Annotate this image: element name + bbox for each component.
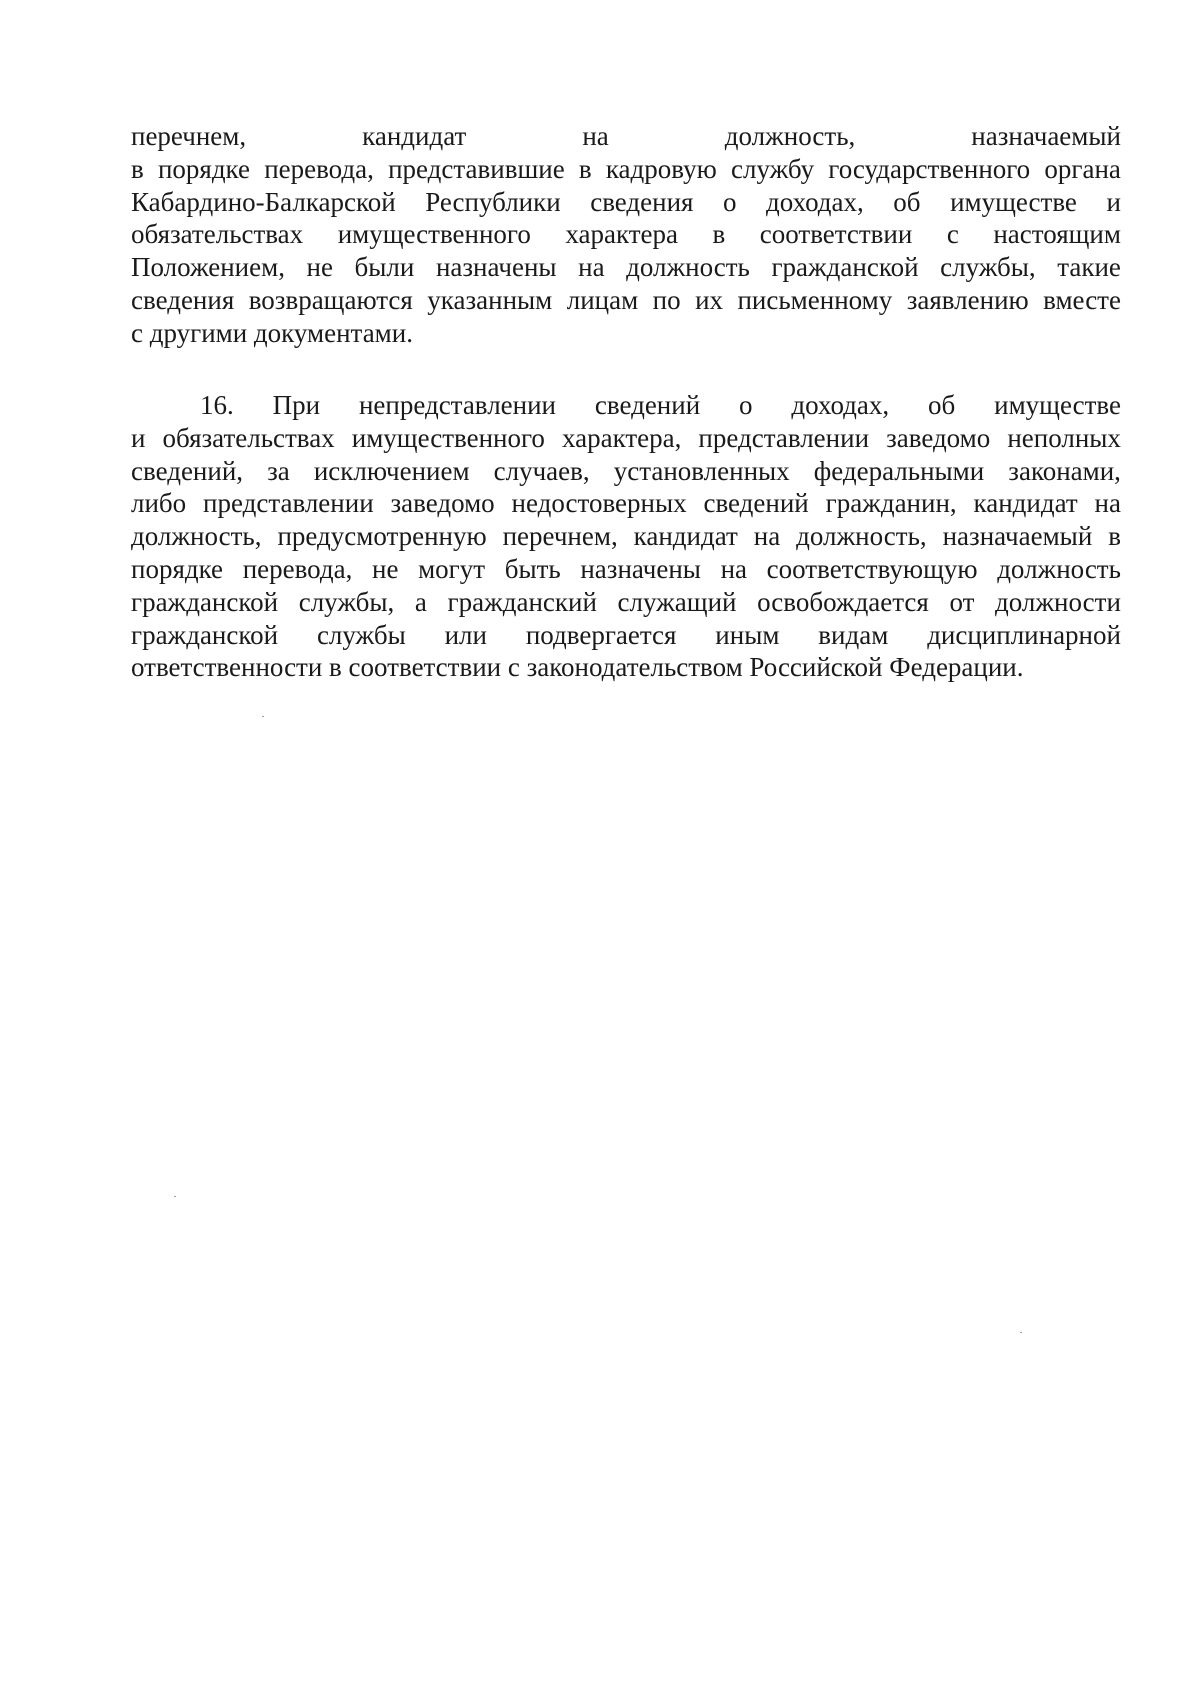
text-line [131,186,1121,219]
word: имущественного [337,219,531,250]
word: указанным [427,284,553,315]
word: на [578,252,605,283]
text-line [131,422,1121,455]
word: законами, [1008,455,1121,486]
paragraph-16 [131,389,1121,684]
word: об [928,390,956,420]
word: сведений [594,390,701,420]
word: представлении [698,422,870,453]
word: непредставлении [358,390,556,420]
word: При [272,390,321,420]
word: федеральными [813,455,985,486]
text-line [131,487,1121,520]
text-line [131,284,1121,317]
word: от [949,586,975,617]
text-line [131,520,1121,553]
word: сведения [590,186,694,217]
word: кадровую [605,153,717,184]
word: лицам [566,284,639,315]
word: обязательствах [162,422,335,453]
text-line [131,553,1121,586]
paragraph-continued [131,120,1121,350]
word: их [695,284,724,315]
word: порядке [157,153,250,184]
word: на [582,121,609,151]
word: перевода, [264,153,374,184]
word: вместе [1043,284,1121,315]
word: на [720,553,748,584]
word: в [131,153,144,184]
word: Положением, [131,252,285,283]
paragraph-number: 16. [200,390,234,420]
word: службы, [940,252,1036,283]
word: не [372,553,399,584]
word: гражданской [131,586,279,617]
word: перечнем, [131,121,247,151]
word: или [444,619,487,650]
word: в [712,219,726,250]
word: доходах, [766,186,864,217]
word: назначены [580,553,701,584]
word: быть [504,553,561,584]
word: должность, [131,521,262,552]
word: характера [565,219,678,250]
word: предусмотренную [277,521,487,552]
text-line [131,218,1121,251]
word: и [1106,186,1121,217]
word: на [1094,488,1121,519]
word: а [414,586,427,617]
word: службу [730,153,815,184]
word: случаев, [493,455,590,486]
word: подвергается [525,619,677,650]
word: на [753,521,781,552]
word: должность [626,252,750,283]
word: Республики [425,186,561,217]
word: порядке [131,553,224,584]
word: о [723,186,737,217]
word: представившие [388,153,565,184]
word: должность [997,553,1121,584]
word: гражданской [131,619,279,650]
word: соответствии [759,219,913,250]
word: либо [131,488,187,519]
text-line [131,153,1121,186]
word: должности [995,586,1121,617]
word: недостоверных [511,488,687,519]
text-line [131,251,1121,284]
word: назначаемый [942,521,1093,552]
word: сведений [703,488,809,519]
word: могут [418,553,486,584]
text-line [131,389,1121,422]
word: дисциплинарной [927,619,1121,650]
text-line-last: ответственности в соответствии с законодательством Российской Федерации. [131,652,1024,683]
word: по [652,284,681,315]
text-line [131,586,1121,619]
word: перечнем, [502,521,618,552]
scan-speck [174,1196,176,1197]
word: службы [316,619,406,650]
word: освобождается [757,586,929,617]
word: с [946,219,959,250]
word: письменному [737,284,893,315]
word: службы, [298,586,395,617]
word: гражданский [447,586,597,617]
word: кандидат [973,488,1078,519]
word: исключением [313,455,470,486]
word: имуществе [950,186,1077,217]
text-line [131,120,1121,153]
word: перевода, [242,553,353,584]
word: представлении [203,488,374,519]
word: сведения [131,284,235,315]
word: служащий [617,586,737,617]
word: установленных [613,455,790,486]
word: имущественного [351,422,545,453]
word: кандидат [633,521,738,552]
word: неполных [1007,422,1121,453]
word: заявлению [906,284,1029,315]
word: назначены [435,252,557,283]
word: видам [818,619,889,650]
word: и [131,422,146,453]
word: кандидат [362,121,467,151]
text-line-last: с другими документами. [131,317,413,348]
scan-speck [1020,1332,1022,1333]
word: в [1108,521,1121,552]
word: должность, [724,121,856,151]
word: назначаемый [971,121,1121,151]
word: не [306,252,333,283]
word: иным [715,619,780,650]
word: настоящим [993,219,1121,250]
word: возвращаются [248,284,413,315]
word: государственного [828,153,1031,184]
word: заведомо [390,488,495,519]
word: гражданской [771,252,919,283]
word: доходах, [791,390,890,420]
word: должность, [796,521,927,552]
word: о [739,390,753,420]
word: гражданин, [825,488,957,519]
word: такие [1057,252,1121,283]
word: заведомо [886,422,991,453]
word: Кабардино-Балкарской [131,186,396,217]
word: об [893,186,921,217]
word: характера, [561,422,682,453]
word: сведений, [131,455,244,486]
word: имуществе [994,390,1121,420]
word: обязательствах [131,219,304,250]
scan-speck [262,716,264,717]
word: за [267,455,290,486]
word: в [578,153,592,184]
word: были [354,252,415,283]
text-line [131,455,1121,488]
word: органа [1044,153,1121,184]
text-line [131,619,1121,652]
word: соответствующую [766,553,978,584]
